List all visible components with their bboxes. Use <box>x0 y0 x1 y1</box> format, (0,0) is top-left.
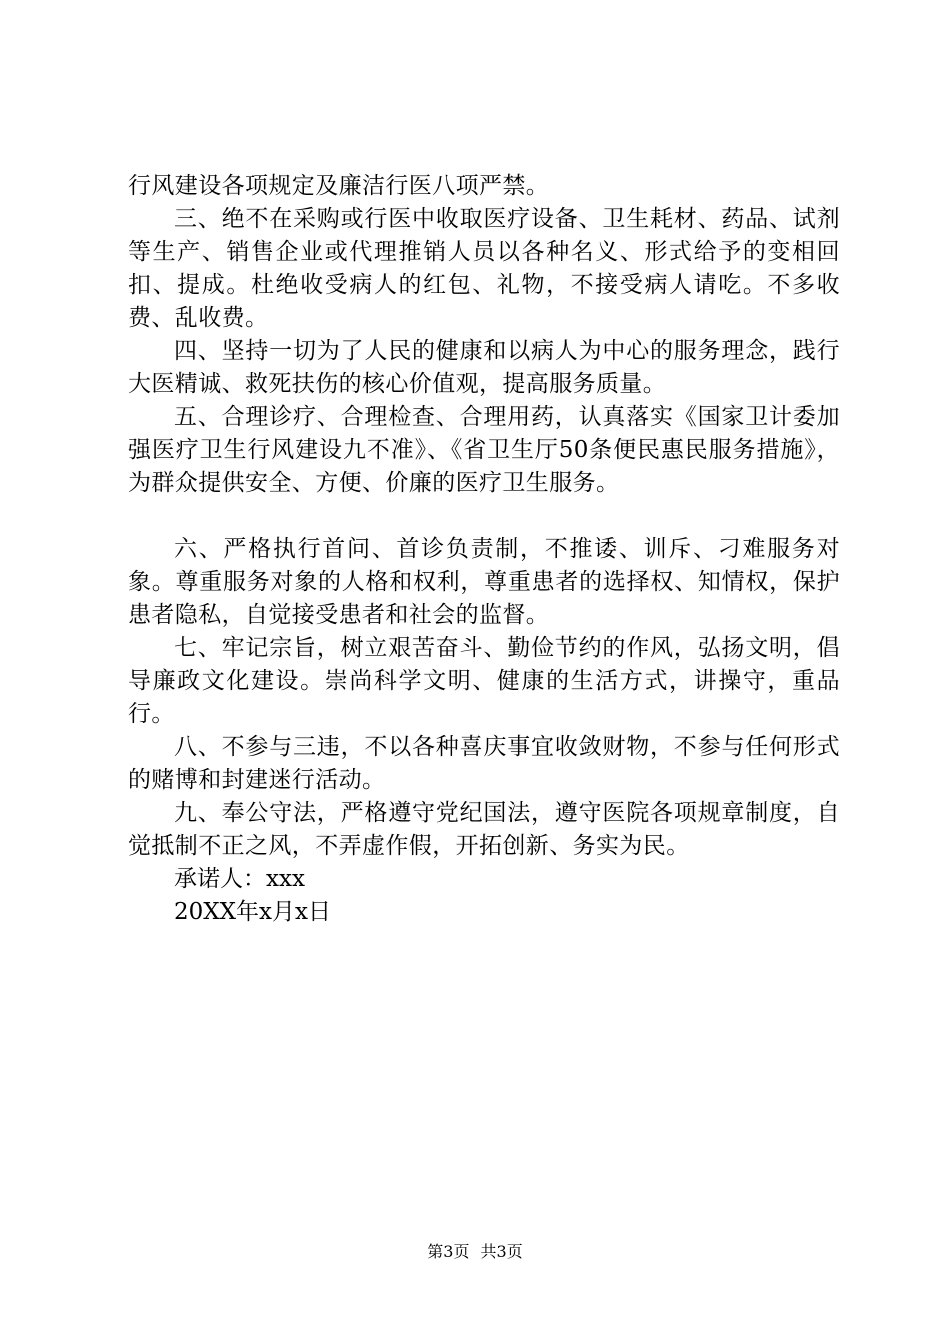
paragraph-continuation: 行风建设各项规定及廉洁行医八项严禁。 <box>128 173 550 199</box>
paragraph-gap <box>128 500 840 533</box>
page-footer <box>0 1242 950 1262</box>
page-total: 共3页 <box>480 1242 523 1261</box>
paragraph-item-5: 五、合理诊疗、合理检查、合理用药，认真落实《国家卫计委加强医疗卫生行风建设九不准》、《省卫生厅50条便民惠民服务措施》，为群众提供安全、方便、价廉的医疗卫生服务。 <box>128 404 840 496</box>
paragraph-item-9: 九、奉公守法，严格遵守党纪国法，遵守医院各项规章制度，自觉抵制不正之风，不弄虚作假，开拓创新、务实为民。 <box>128 800 840 859</box>
page-number: 第3页 <box>427 1242 470 1261</box>
paragraph-item-8: 八、不参与三违，不以各种喜庆事宜收敛财物，不参与任何形式的赌博和封建迷行活动。 <box>128 734 840 793</box>
paragraph-item-3: 三、绝不在采购或行医中收取医疗设备、卫生耗材、药品、试剂等生产、销售企业或代理推销人员以各种名义、形式给予的变相回扣、提成。杜绝收受病人的红包、礼物，不接受病人请吃。不多收费、乱收费。 <box>128 206 840 331</box>
paragraph-item-7: 七、牢记宗旨，树立艰苦奋斗、勤俭节约的作风，弘扬文明，倡导廉政文化建设。崇尚科学文明、健康的生活方式，讲操守，重品行。 <box>128 635 840 727</box>
paragraph-item-4: 四、坚持一切为了人民的健康和以病人为中心的服务理念，践行大医精诚、救死扶伤的核心价值观，提高服务质量。 <box>128 338 840 397</box>
document-body <box>128 170 840 929</box>
signature-line: 承诺人：xxx <box>174 866 305 892</box>
paragraph-item-6: 六、严格执行首问、首诊负责制，不推诿、训斥、刁难服务对象。尊重服务对象的人格和权利，尊重患者的选择权、知情权，保护患者隐私，自觉接受患者和社会的监督。 <box>128 536 840 628</box>
date-line: 20XX年x月x日 <box>174 899 331 925</box>
